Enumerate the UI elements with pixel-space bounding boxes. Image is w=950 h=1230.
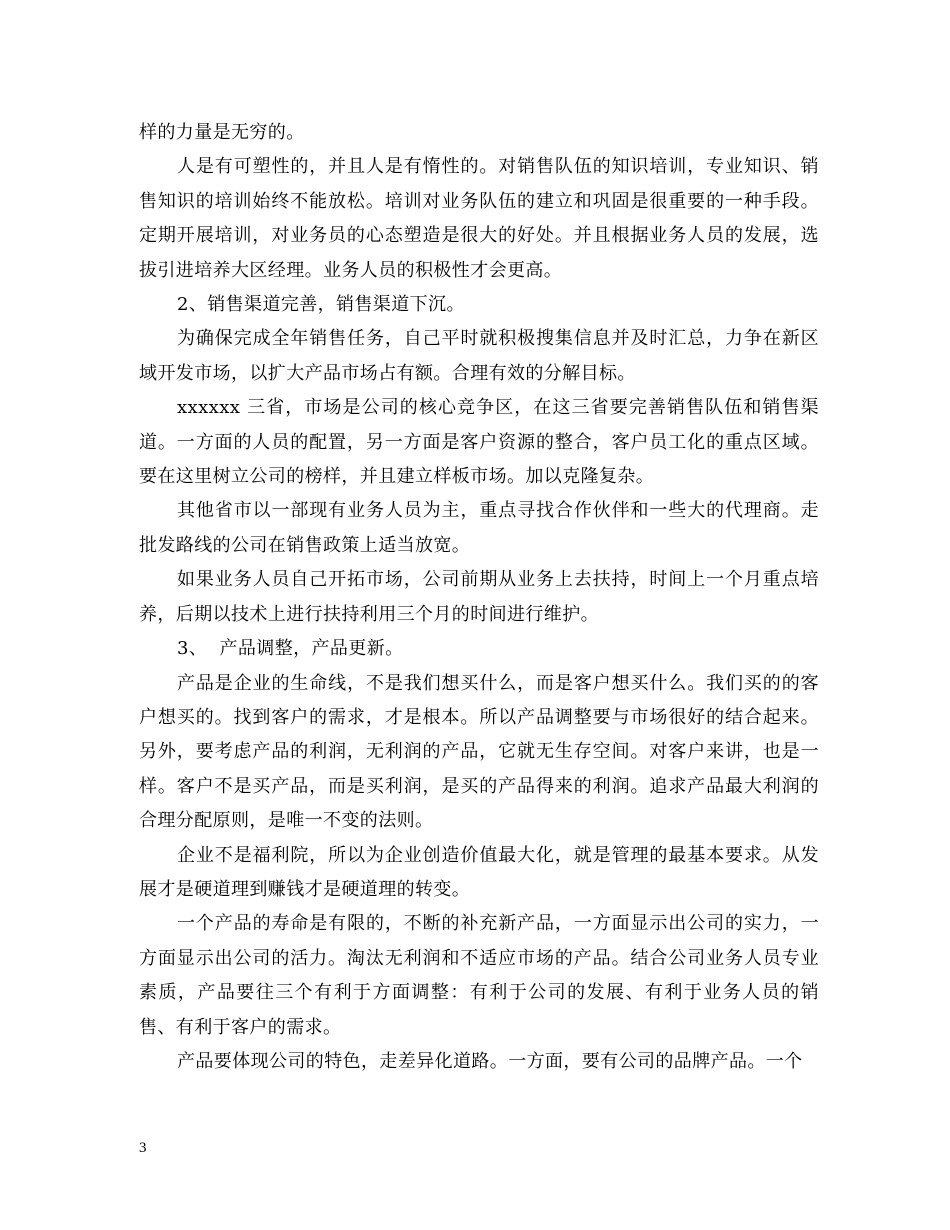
paragraph-3: 为确保完成全年销售任务，自己平时就积极搜集信息并及时汇总，力争在新区域开发市场，以扩大产品市场占有额。合理有效的分解目标。 xyxy=(139,328,819,384)
paragraph-4: xxxxxx 三省，市场是公司的核心竞争区，在这三省要完善销售队伍和销售渠道。一方面的人员的配置，另一方面是客户资源的整合，客户员工化的重点区域。要在这里树立公司的榜样，并且建立样板市场。加以克隆复杂。 xyxy=(139,397,819,488)
section-heading-3: 3、 产品调整，产品更新。 xyxy=(177,638,404,660)
paragraph-8: 企业不是福利院，所以为企业创造价值最大化，就是管理的最基本要求。从发展才是硬道理到赚钱才是硬道理的转变。 xyxy=(139,844,819,900)
paragraph-7: 产品是企业的生命线，不是我们想买什么，而是客户想买什么。我们买的的客户想买的。找到客户的需求，才是根本。所以产品调整要与市场很好的结合起来。另外，要考虑产品的利润，无利润的产品，它就无生存空间。对客户来讲，也是一样。客户不是买产品，而是买利润，是买的产品得来的利润。追求产品最大利润的合理分配原则，是唯一不变的法则。 xyxy=(139,672,819,832)
paragraph-1: 样的力量是无穷的。 xyxy=(139,122,305,143)
paragraph-5: 其他省市以一部现有业务人员为主，重点寻找合作伙伴和一些大的代理商。走批发路线的公司在销售政策上适当放宽。 xyxy=(139,500,819,556)
document-body xyxy=(139,116,819,1079)
paragraph-6: 如果业务人员自己开拓市场，公司前期从业务上去扶持，时间上一个月重点培养，后期以技术上进行扶持利用三个月的时间进行维护。 xyxy=(139,569,819,625)
paragraph-10: 产品要体现公司的特色，走差异化道路。一方面，要有公司的品牌产品。一个 xyxy=(177,1050,803,1072)
paragraph-9: 一个产品的寿命是有限的，不断的补充新产品，一方面显示出公司的实力，一方面显示出公司的活力。淘汰无利润和不适应市场的产品。结合公司业务人员专业素质，产品要往三个有利于方面调整：有利于公司的发展、有利于业务人员的销售、有利于客户的需求。 xyxy=(139,913,819,1038)
section-heading-2: 2、销售渠道完善，销售渠道下沉。 xyxy=(177,294,465,316)
page-number: 3 xyxy=(139,1140,147,1156)
paragraph-2: 人是有可塑性的，并且人是有惰性的。对销售队伍的知识培训，专业知识、销售知识的培训始终不能放松。培训对业务队伍的建立和巩固是很重要的一种手段。定期开展培训，对业务员的心态塑造是很大的好处。并且根据业务人员的发展，选拔引进培养大区经理。业务人员的积极性才会更高。 xyxy=(139,156,819,281)
